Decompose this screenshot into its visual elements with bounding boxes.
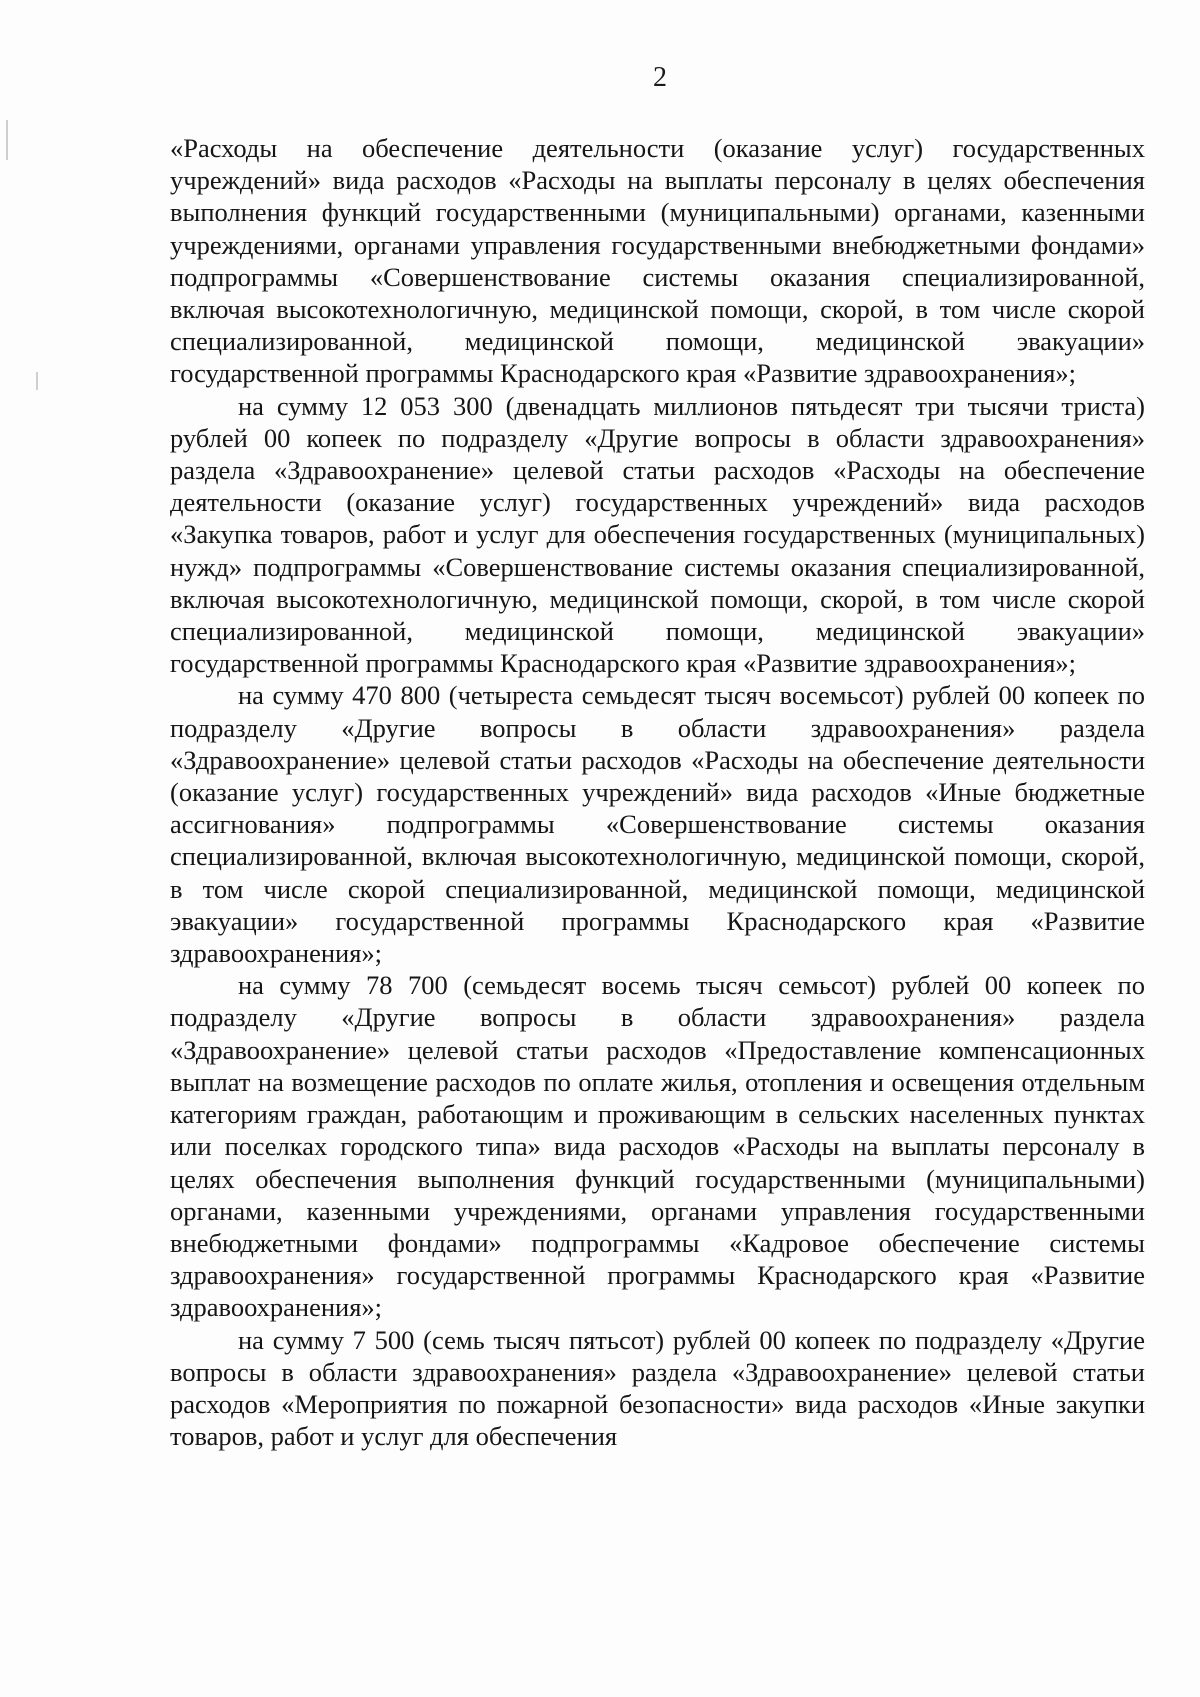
- paragraph-amount-7500: на сумму 7 500 (семь тысяч пятьсот) рублей 00 копеек по подразделу «Другие вопросы в области здравоохранения» раздела «Здравоохранение» целевой статьи расходов «Мероприятия по пожарной безопасности» вида расходов «Иные закупки товаров, работ и услуг для обеспечения: [170, 1324, 1145, 1452]
- document-body: [170, 132, 1145, 1452]
- paragraph-amount-12053300: на сумму 12 053 300 (двенадцать миллионов пятьдесят три тысячи триста) рублей 00 копеек по подразделу «Другие вопросы в области здравоохранения» раздела «Здравоохранение» целевой статьи расходов «Расходы на обеспечение деятельности (оказание услуг) государственных учреждений» вида расходов «Закупка товаров, работ и услуг для обеспечения государственных (муниципальных) нужд» подпрограммы «Совершенствование системы оказания специализированной, включая высокотехнологичную, медицинской помощи, скорой, в том числе скорой специализированной, медицинской помощи, медицинской эвакуации» государственной программы Краснодарского края «Развитие здравоохранения»;: [170, 390, 1145, 679]
- scan-edge-mark: [6, 120, 8, 160]
- scan-edge-mark: [36, 372, 38, 390]
- page-number: 2: [653, 62, 667, 93]
- paragraph-continuation: «Расходы на обеспечение деятельности (оказание услуг) государственных учреждений» вида расходов «Расходы на выплаты персоналу в целях обеспечения выполнения функций государственными (муниципальными) органами, казенными учреждениями, органами управления государственными внебюджетными фондами» подпрограммы «Совершенствование системы оказания специализированной, включая высокотехнологичную, медицинской помощи, скорой, в том числе скорой специализированной, медицинской помощи, медицинской эвакуации» государственной программы Краснодарского края «Развитие здравоохранения»;: [170, 133, 1145, 389]
- paragraph-amount-470800: на сумму 470 800 (четыреста семьдесят тысяч восемьсот) рублей 00 копеек по подразделу «Другие вопросы в области здравоохранения» раздела «Здравоохранение» целевой статьи расходов «Расходы на обеспечение деятельности (оказание услуг) государственных учреждений» вида расходов «Иные бюджетные ассигнования» подпрограммы «Совершенствование системы оказания специализированной, включая высокотехнологичную, медицинской помощи, скорой, в том числе скорой специализированной, медицинской помощи, медицинской эвакуации» государственной программы Краснодарского края «Развитие здравоохранения»;: [170, 680, 1145, 969]
- paragraph-amount-78700: на сумму 78 700 (семьдесят восемь тысяч семьсот) рублей 00 копеек по подразделу «Другие вопросы в области здравоохранения» раздела «Здравоохранение» целевой статьи расходов «Предоставление компенсационных выплат на возмещение расходов по оплате жилья, отопления и освещения отдельным категориям граждан, работающим и проживающим в сельских населенных пунктах или поселках городского типа» вида расходов «Расходы на выплаты персоналу в целях обеспечения выполнения функций государственными (муниципальными) органами, казенными учреждениями, органами управления государственными внебюджетными фондами» подпрограммы «Кадровое обеспечение системы здравоохранения» государственной программы Краснодарского края «Развитие здравоохранения»;: [170, 970, 1145, 1323]
